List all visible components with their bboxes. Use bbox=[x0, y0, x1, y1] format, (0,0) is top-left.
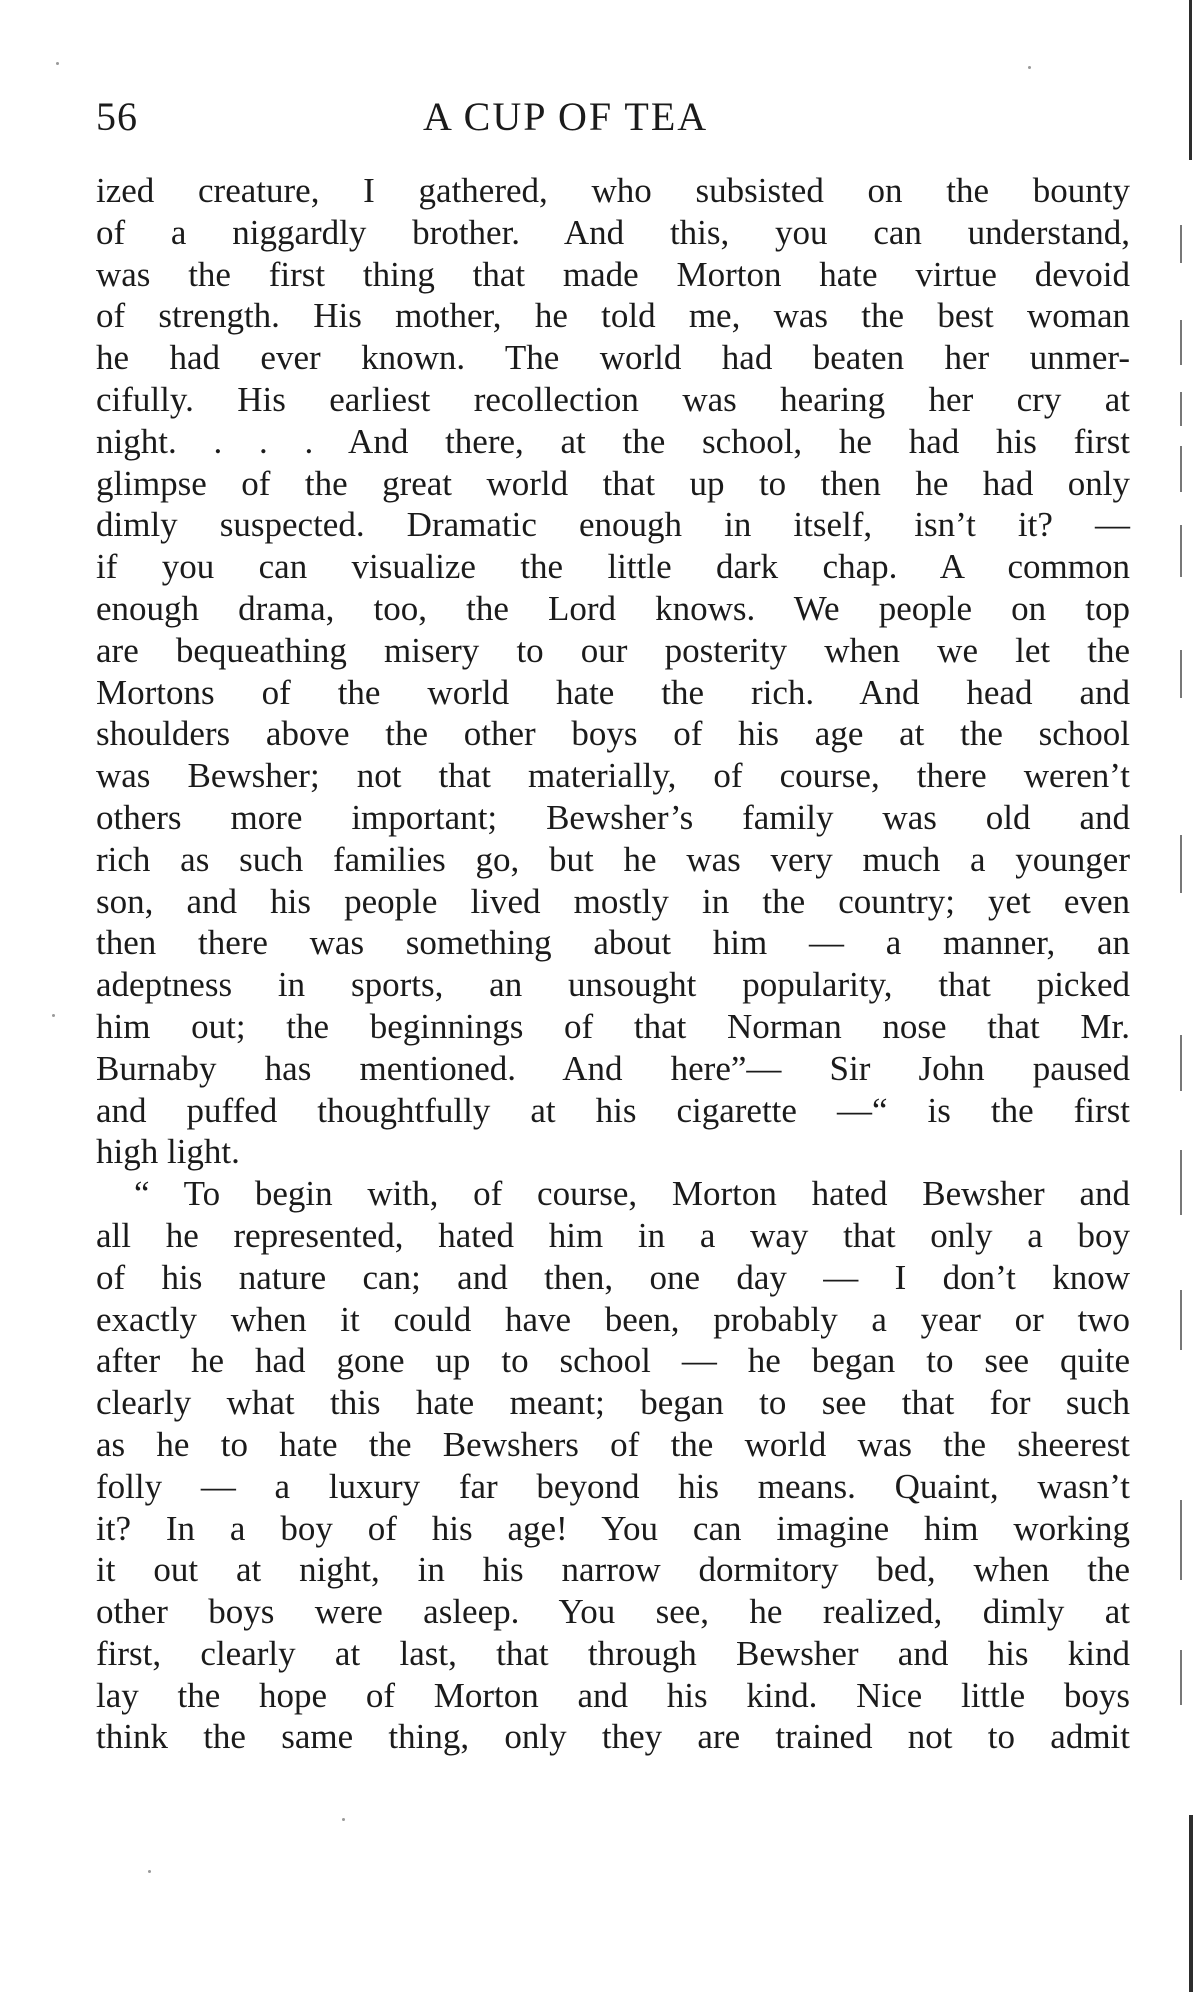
page-edge-tick bbox=[1180, 650, 1182, 698]
paper-speck bbox=[342, 1818, 345, 1821]
page-edge-tick bbox=[1180, 392, 1182, 426]
text-line: cifully. His earliest recollection was hearing her cry at bbox=[96, 379, 1130, 419]
text-line: if you can visualize the little dark chap. A common bbox=[96, 547, 1130, 587]
running-title: A CUP OF TEA bbox=[423, 94, 709, 139]
page-edge-line-top bbox=[1189, 0, 1192, 160]
text-line: rich as such families go, but he was very much a younger bbox=[96, 839, 1130, 879]
text-line: son, and his people lived mostly in the country; yet even bbox=[96, 881, 1130, 921]
page-edge-tick bbox=[1180, 225, 1182, 263]
paper-speck bbox=[56, 62, 59, 65]
paper-speck bbox=[52, 1014, 55, 1017]
body-text bbox=[96, 170, 1130, 1758]
text-line: it? In a boy of his age! You can imagine him working bbox=[96, 1508, 1130, 1548]
text-line: are bequeathing misery to our posterity when we let the bbox=[96, 630, 1130, 670]
text-line: Mortons of the world hate the rich. And head and bbox=[96, 672, 1130, 712]
paragraph-start-line: “ To begin with, of course, Morton hated Bewsher and bbox=[134, 1174, 1130, 1214]
text-line: of strength. His mother, he told me, was the best woman bbox=[96, 296, 1130, 336]
text-line: it out at night, in his narrow dormitory bed, when the bbox=[96, 1550, 1130, 1590]
text-line: enough drama, too, the Lord knows. We people on top bbox=[96, 588, 1130, 628]
text-line: after he had gone up to school — he began to see quite bbox=[96, 1341, 1130, 1381]
text-line: of a niggardly brother. And this, you can understand, bbox=[96, 212, 1130, 252]
text-line: glimpse of the great world that up to then he had only bbox=[96, 463, 1130, 503]
paragraph-end-line: high light. bbox=[96, 1132, 240, 1172]
text-line: first, clearly at last, that through Bewsher and his kind bbox=[96, 1633, 1130, 1673]
page-edge-tick bbox=[1180, 1150, 1182, 1215]
text-line: adeptness in sports, an unsought popularity, that picked bbox=[96, 965, 1130, 1005]
text-line: was the first thing that made Morton hate virtue devoid bbox=[96, 254, 1130, 294]
text-line: Burnaby has mentioned. And here”— Sir John paused bbox=[96, 1048, 1130, 1088]
page-edge-tick bbox=[1180, 1650, 1182, 1705]
text-line: was Bewsher; not that materially, of course, there weren’t bbox=[96, 756, 1130, 796]
paper-speck bbox=[148, 1870, 151, 1873]
page-edge-tick bbox=[1180, 1500, 1182, 1580]
text-line: exactly when it could have been, probably a year or two bbox=[96, 1299, 1130, 1339]
text-line: others more important; Bewsher’s family was old and bbox=[96, 797, 1130, 837]
text-line: him out; the beginnings of that Norman nose that Mr. bbox=[96, 1006, 1130, 1046]
text-line: night. . . . And there, at the school, he had his first bbox=[96, 421, 1130, 461]
page-edge-tick bbox=[1180, 1035, 1182, 1091]
text-line: think the same thing, only they are trained not to admit bbox=[96, 1717, 1130, 1757]
page-edge-tick bbox=[1180, 320, 1182, 365]
text-line: folly — a luxury far beyond his means. Quaint, wasn’t bbox=[96, 1466, 1130, 1506]
text-line: ized creature, I gathered, who subsisted on the bounty bbox=[96, 171, 1130, 210]
text-line: and puffed thoughtfully at his cigarette —“ is the first bbox=[96, 1090, 1130, 1130]
text-line: all he represented, hated him in a way that only a boy bbox=[96, 1215, 1130, 1255]
text-line: as he to hate the Bewshers of the world was the sheerest bbox=[96, 1424, 1130, 1464]
page-edge-tick bbox=[1180, 835, 1182, 893]
page-edge-tick bbox=[1180, 525, 1182, 577]
text-line: of his nature can; and then, one day — I don’t know bbox=[96, 1257, 1130, 1297]
text-line: other boys were asleep. You see, he realized, dimly at bbox=[96, 1592, 1130, 1632]
text-line: dimly suspected. Dramatic enough in itself, isn’t it? — bbox=[96, 505, 1130, 545]
text-line: shoulders above the other boys of his age at the school bbox=[96, 714, 1130, 754]
paper-speck bbox=[1028, 66, 1031, 69]
text-line: he had ever known. The world had beaten her unmer- bbox=[96, 338, 1130, 378]
page-edge-tick bbox=[1180, 1290, 1182, 1350]
page-header bbox=[96, 92, 1130, 142]
page-edge-marks bbox=[1160, 0, 1201, 1992]
page-edge-tick bbox=[1180, 446, 1182, 492]
text-line: lay the hope of Morton and his kind. Nice little boys bbox=[96, 1675, 1130, 1715]
text-line: then there was something about him — a manner, an bbox=[96, 923, 1130, 963]
text-line: clearly what this hate meant; began to see that for such bbox=[96, 1383, 1130, 1423]
page-edge-line-bottom bbox=[1189, 1815, 1193, 1992]
page-number: 56 bbox=[96, 94, 138, 139]
